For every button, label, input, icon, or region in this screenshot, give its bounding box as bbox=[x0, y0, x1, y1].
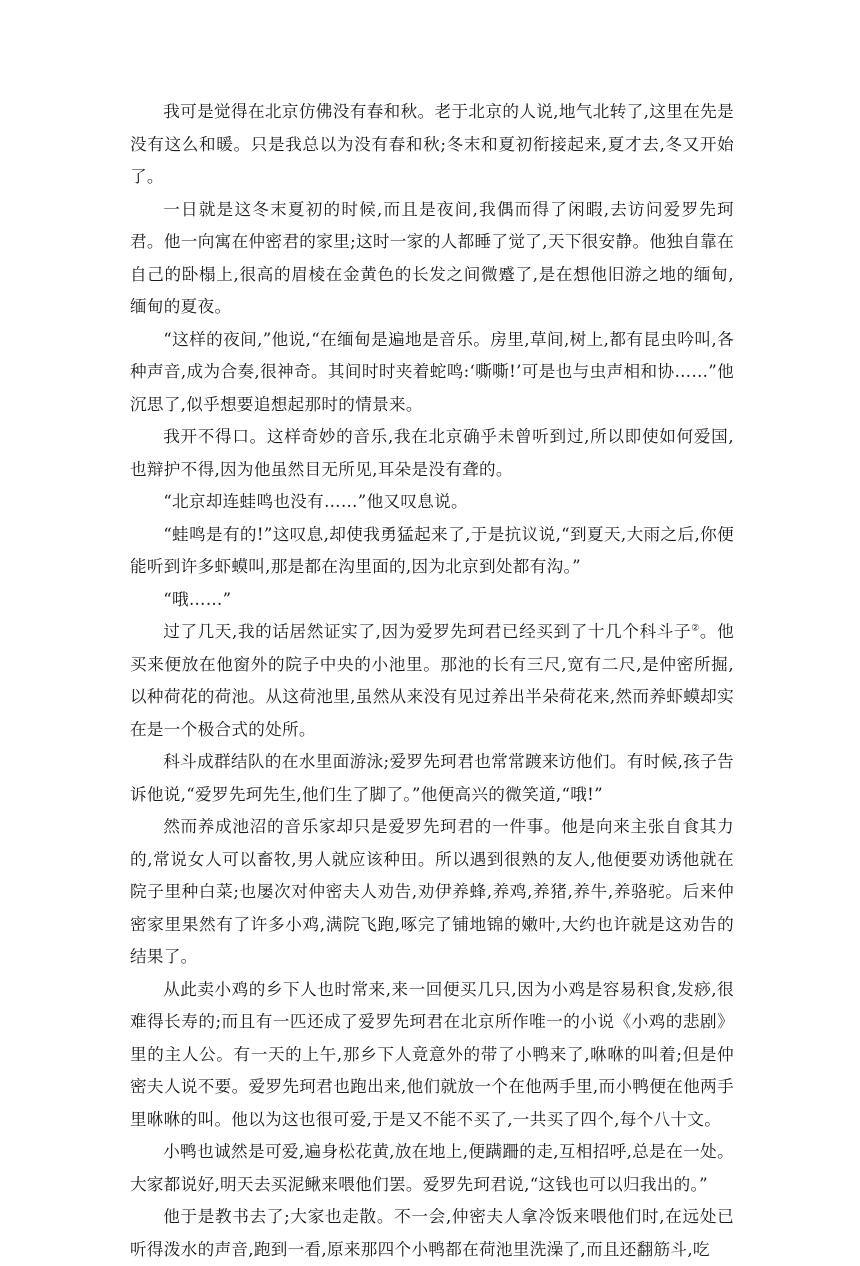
footnote-marker: ② bbox=[691, 623, 700, 634]
paragraph: 小鸭也诚然是可爱,遍身松花黄,放在地上,便蹒跚的走,互相招呼,总是在一处。大家都说好,明天去买泥鳅来喂他们罢。爱罗先珂君说,“这钱也可以归我出的。” bbox=[130, 1142, 734, 1194]
body-text bbox=[130, 96, 734, 1266]
paragraph: 我可是觉得在北京仿佛没有春和秋。老于北京的人说,地气北转了,这里在先是没有这么和暖。只是我总以为没有春和秋;冬末和夏初衔接起来,夏才去,冬又开始了。 bbox=[130, 102, 734, 186]
paragraph: 他于是教书去了;大家也走散。不一会,仲密夫人拿冷饭来喂他们时,在远处已听得泼水的声音,跑到一看,原来那四个小鸭都在荷池里洗澡了,而且还翻筋斗,吃 bbox=[130, 1207, 734, 1259]
paragraph: 从此卖小鸡的乡下人也时常来,来一回便买几只,因为小鸡是容易积食,发痧,很难得长寿的;而且有一匹还成了爱罗先珂君在北京所作唯一的小说《小鸡的悲剧》里的主人公。有一天的上午,那乡下人竟意外的带了小鸭来了,咻咻的叫着;但是仲密夫人说不要。爱罗先珂君也跑出来,他们就放一个在他两手里,而小鸭便在他两手里咻咻的叫。他以为这也很可爱,于是又不能不买了,一共买了四个,每个八十文。 bbox=[130, 979, 734, 1129]
paragraph-text: 过了几天,我的话居然证实了,因为爱罗先珂君已经买到了十几个科斗子 bbox=[163, 622, 692, 641]
paragraph: “蛙鸣是有的!”这叹息,却使我勇猛起来了,于是抗议说,“到夏天,大雨之后,你便能听到许多虾蟆叫,那是都在沟里面的,因为北京到处都有沟。” bbox=[130, 524, 734, 576]
paragraph: “北京却连蛙鸣也没有……”他又叹息说。 bbox=[163, 492, 468, 511]
paragraph: “这样的夜间,”他说,“在缅甸是遍地是音乐。房里,草间,树上,都有昆虫吟叫,各种声音,成为合奏,很神奇。其间时时夹着蛇鸣:‘嘶嘶!’可是也与虫声相和协……”他沉思了,似乎想要追想起那时的情景来。 bbox=[130, 329, 734, 414]
paragraph: 我开不得口。这样奇妙的音乐,我在北京确乎未曾听到过,所以即使如何爱国,也辩护不得,因为他虽然目无所见,耳朵是没有聋的。 bbox=[130, 427, 734, 479]
paragraph-with-footnote bbox=[130, 616, 734, 746]
paragraph-text-continued: 。他买来便放在他窗外的院子中央的小池里。那池的长有三尺,宽有二尺,是仲密所掘,以种荷花的荷池。从这荷池里,虽然从来没有见过养出半朵荷花来,然而养虾蟆却实在是一个极合式的处所。 bbox=[130, 622, 734, 739]
paragraph: 科斗成群结队的在水里面游泳;爱罗先珂君也常常踱来访他们。有时候,孩子告诉他说,“爱罗先珂先生,他们生了脚了。”他便高兴的微笑道,“哦!” bbox=[130, 752, 734, 804]
paragraph: “哦……” bbox=[163, 589, 232, 609]
paragraph: 一日就是这冬末夏初的时候,而且是夜间,我偶而得了闲暇,去访问爱罗先珂君。他一向寓在仲密君的家里;这时一家的人都睡了觉了,天下很安静。他独自靠在自己的卧榻上,很高的眉棱在金黄色的长发之间微蹙了,是在想他旧游之地的缅甸,缅甸的夏夜。 bbox=[130, 199, 734, 316]
paragraph: 然而养成池沼的音乐家却只是爱罗先珂君的一件事。他是向来主张自食其力的,常说女人可以畜牧,男人就应该种田。所以遇到很熟的友人,他便要劝诱他就在院子里种白菜;也屡次对仲密夫人劝告,劝伊养蜂,养鸡,养猪,养牛,养骆驼。后来仲密家里果然有了许多小鸡,满院飞跑,啄完了铺地锦的嫩叶,大约也许就是这劝告的结果了。 bbox=[130, 817, 734, 966]
